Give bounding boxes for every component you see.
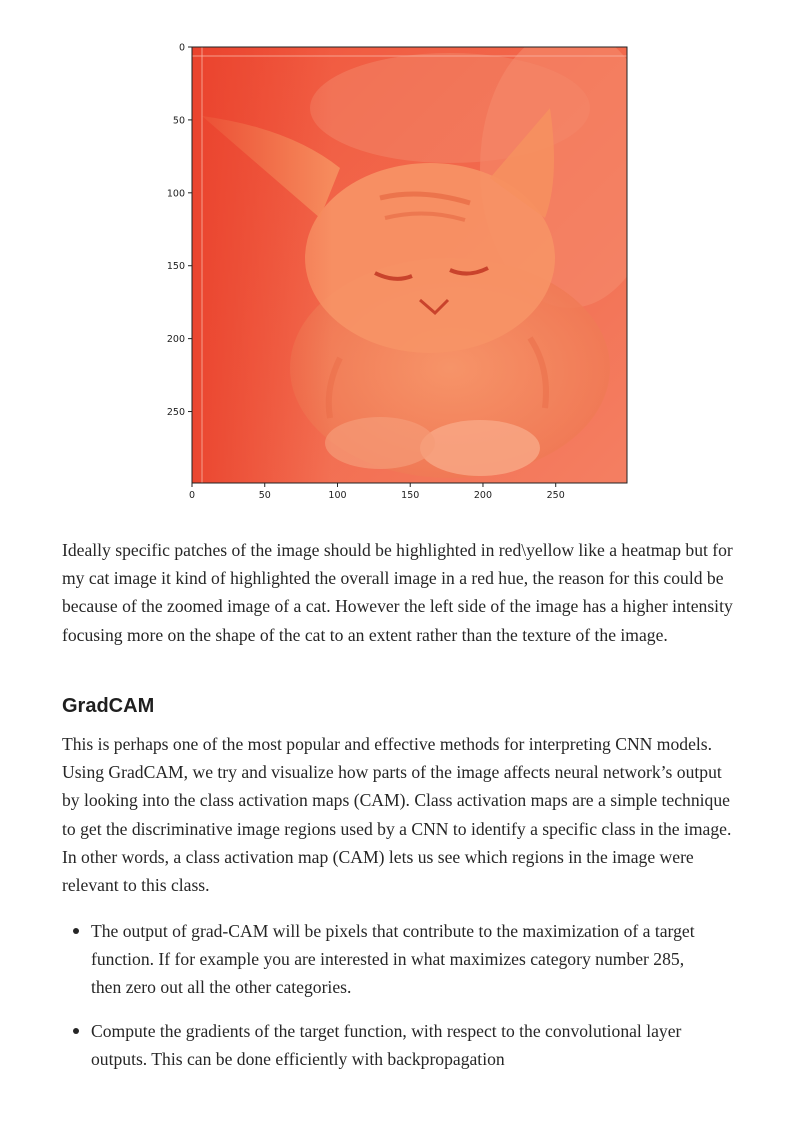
paragraph-gradcam-intro: This is perhaps one of the most popular and effective methods for interpreting CNN models. Using GradCAM, we try and visualize how parts of the image affects neural network’s output by looking into the class activation maps (CAM). Class activation maps are a simple technique to get the discriminative image regions used by a CNN to identify a specific class in the image. In other words, a class activation map (CAM) lets us see which regions in the image were relevant to this class. <box>62 734 732 896</box>
bullet-item <box>62 917 712 1002</box>
bullet-item <box>62 1017 712 1073</box>
x-tick-label: 150 <box>401 490 420 501</box>
bullet-list <box>62 917 712 1088</box>
y-tick-label: 150 <box>166 261 185 273</box>
y-tick-label: 100 <box>166 188 185 200</box>
bullet-text: Compute the gradients of the target function, with respect to the convolutional layer outputs. This can be done efficiently with backpropagation <box>91 1020 682 1069</box>
x-tick-label: 250 <box>546 490 565 501</box>
y-tick-label: 50 <box>172 115 185 127</box>
heatmap-image <box>192 38 640 483</box>
x-tick-label: 0 <box>188 490 196 501</box>
y-tick-label: 0 <box>178 42 185 54</box>
section-heading-gradcam: GradCAM <box>62 695 155 717</box>
bullet-text: The output of grad-CAM will be pixels that contribute to the maximization of a target function. If for example you are interested in what maximizes category number 285, then zero out all the other categories. <box>91 921 695 998</box>
x-tick-label: 200 <box>473 490 493 501</box>
bullet-dot-icon <box>73 928 79 934</box>
bullet-dot-icon <box>73 1028 79 1034</box>
paragraph-heatmap-explanation: Ideally specific patches of the image should be highlighted in red\yellow like a heatmap but for my cat image it kind of highlighted the overall image in a red hue, the reason for this could be because of the zoomed image of a cat. However the left side of the image has a higher intensity focusing more on the shape of the cat to an extent rather than the texture of the image. <box>62 540 733 645</box>
x-tick-label: 100 <box>328 490 347 501</box>
cat-heatmap-figure <box>150 38 640 508</box>
y-tick-label: 200 <box>166 334 185 346</box>
heatmap-plot <box>150 38 640 508</box>
y-tick-label: 250 <box>166 407 185 419</box>
x-tick-label: 50 <box>258 490 271 501</box>
